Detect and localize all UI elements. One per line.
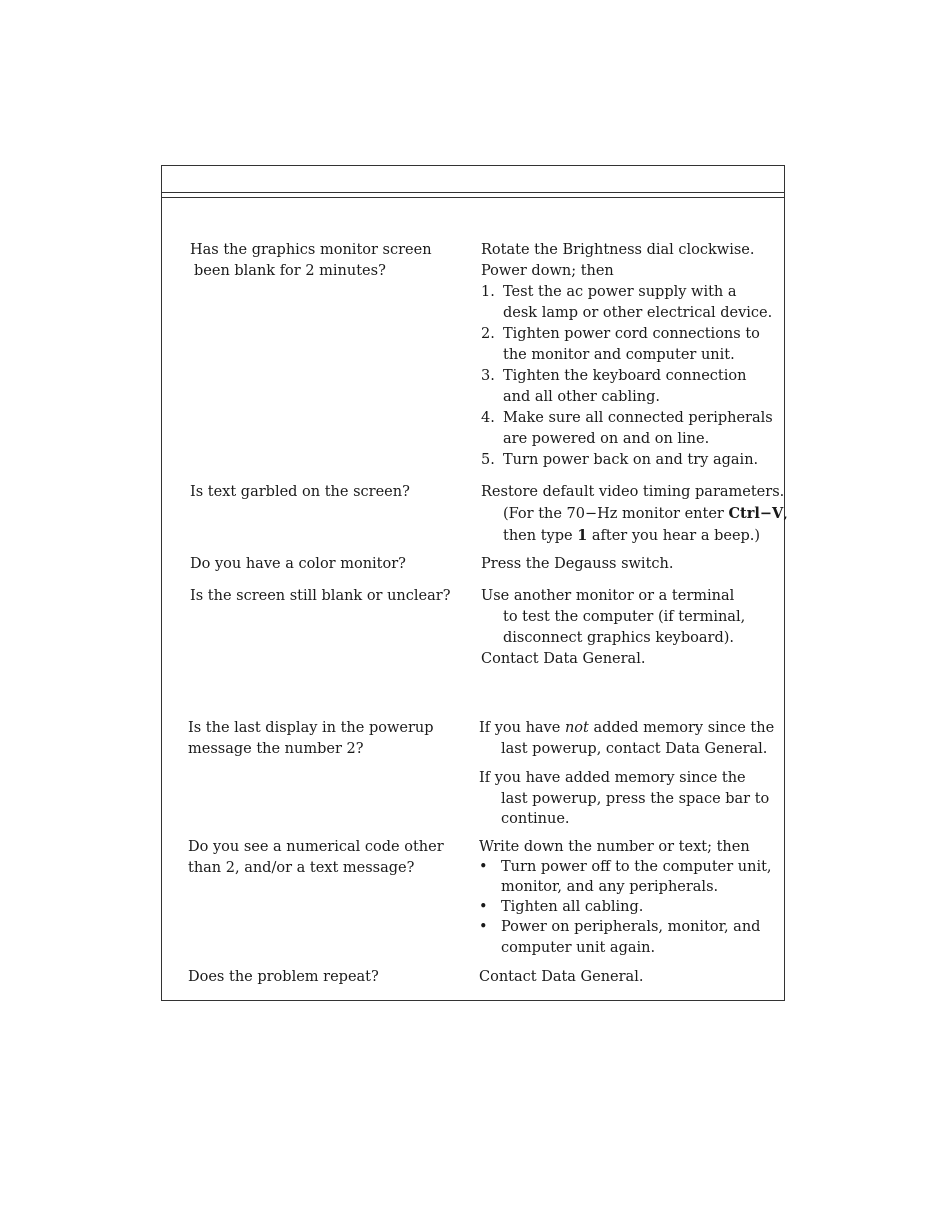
answer-blank-screen	[481, 240, 754, 282]
question-color-monitor: Do you have a color monitor?	[190, 556, 406, 572]
answer-line: last powerup, press the space bar to	[501, 790, 770, 807]
answer-text: added memory since the	[588, 720, 775, 736]
answer-text: after you hear a beep.)	[587, 528, 761, 544]
bullet-icon: •	[479, 899, 488, 915]
question-line: than 2, and/or a text message?	[188, 859, 415, 876]
answer-line: continue.	[501, 811, 570, 827]
answer-garbled-text	[481, 482, 788, 547]
answer-line: If you have added memory since the	[479, 770, 746, 786]
answer-line	[481, 503, 788, 525]
key-value: 1	[577, 527, 588, 544]
answer-still-blank	[481, 586, 745, 670]
question-line: been blank for 2 minutes?	[194, 263, 386, 279]
step-number: 2.	[481, 326, 495, 342]
step-line: Tighten the keyboard connection	[503, 368, 747, 384]
bullet-line: computer unit again.	[501, 940, 656, 956]
step-line: Make sure all connected peripherals	[503, 410, 773, 426]
answer-problem-repeat: Contact Data General.	[479, 969, 644, 985]
answer-line: Contact Data General.	[481, 651, 646, 667]
step-line: are powered on and on line.	[503, 431, 710, 447]
answer-line: last powerup, contact Data General.	[501, 741, 768, 757]
answer-line: to test the computer (if terminal,	[503, 609, 746, 625]
key-combo: Ctrl−V	[728, 505, 784, 522]
step-number: 5.	[481, 452, 495, 468]
bullet-line: Turn power off to the computer unit,	[501, 859, 772, 875]
answer-color-monitor: Press the Degauss switch.	[481, 556, 674, 572]
bullet-icon: •	[479, 859, 488, 875]
answer-text: If you have	[479, 720, 565, 736]
question-line: Is the last display in the powerup	[188, 720, 434, 736]
step-number: 3.	[481, 368, 495, 384]
question-problem-repeat: Does the problem repeat?	[188, 969, 379, 985]
question-garbled-text: Is text garbled on the screen?	[190, 484, 410, 500]
answer-line	[481, 525, 788, 547]
question-blank-screen	[190, 240, 432, 282]
answer-text: ,	[783, 506, 788, 522]
step-number: 4.	[481, 410, 495, 426]
answer-line: Power down; then	[481, 263, 614, 279]
question-powerup-2	[188, 718, 434, 760]
step-line: Test the ac power supply with a	[503, 284, 737, 300]
header-rule-bottom	[162, 197, 784, 198]
emphasis: not	[564, 720, 589, 736]
step-number: 1.	[481, 284, 495, 300]
bullet-line: Tighten all cabling.	[501, 899, 644, 915]
bullet-line: Power on peripherals, monitor, and	[501, 919, 761, 935]
bullet-icon: •	[479, 919, 488, 935]
header-rule-top	[162, 192, 784, 193]
answer-numerical-code: Write down the number or text; then	[479, 839, 750, 855]
answer-line	[479, 718, 774, 739]
step-line: desk lamp or other electrical device.	[503, 305, 773, 321]
answer-text: then type	[503, 528, 578, 544]
question-line: Do you see a numerical code other	[188, 839, 444, 855]
answer-powerup-2a	[479, 718, 774, 760]
answer-line: Use another monitor or a terminal	[481, 588, 735, 604]
bullet-line: monitor, and any peripherals.	[501, 879, 719, 895]
step-line: Tighten power cord connections to	[503, 326, 760, 342]
question-still-blank: Is the screen still blank or unclear?	[190, 588, 451, 604]
answer-line: Restore default video timing parameters.	[481, 484, 785, 500]
answer-text: (For the 70−Hz monitor enter	[503, 506, 729, 522]
answer-powerup-2b	[479, 768, 769, 830]
step-line: and all other cabling.	[503, 389, 660, 405]
question-line: message the number 2?	[188, 741, 364, 757]
question-line: Has the graphics monitor screen	[190, 242, 432, 258]
step-line: Turn power back on and try again.	[503, 452, 759, 468]
answer-line: Rotate the Brightness dial clockwise.	[481, 242, 755, 258]
answer-line: disconnect graphics keyboard).	[503, 630, 735, 646]
question-numerical-code	[188, 837, 444, 878]
step-line: the monitor and computer unit.	[503, 347, 735, 363]
